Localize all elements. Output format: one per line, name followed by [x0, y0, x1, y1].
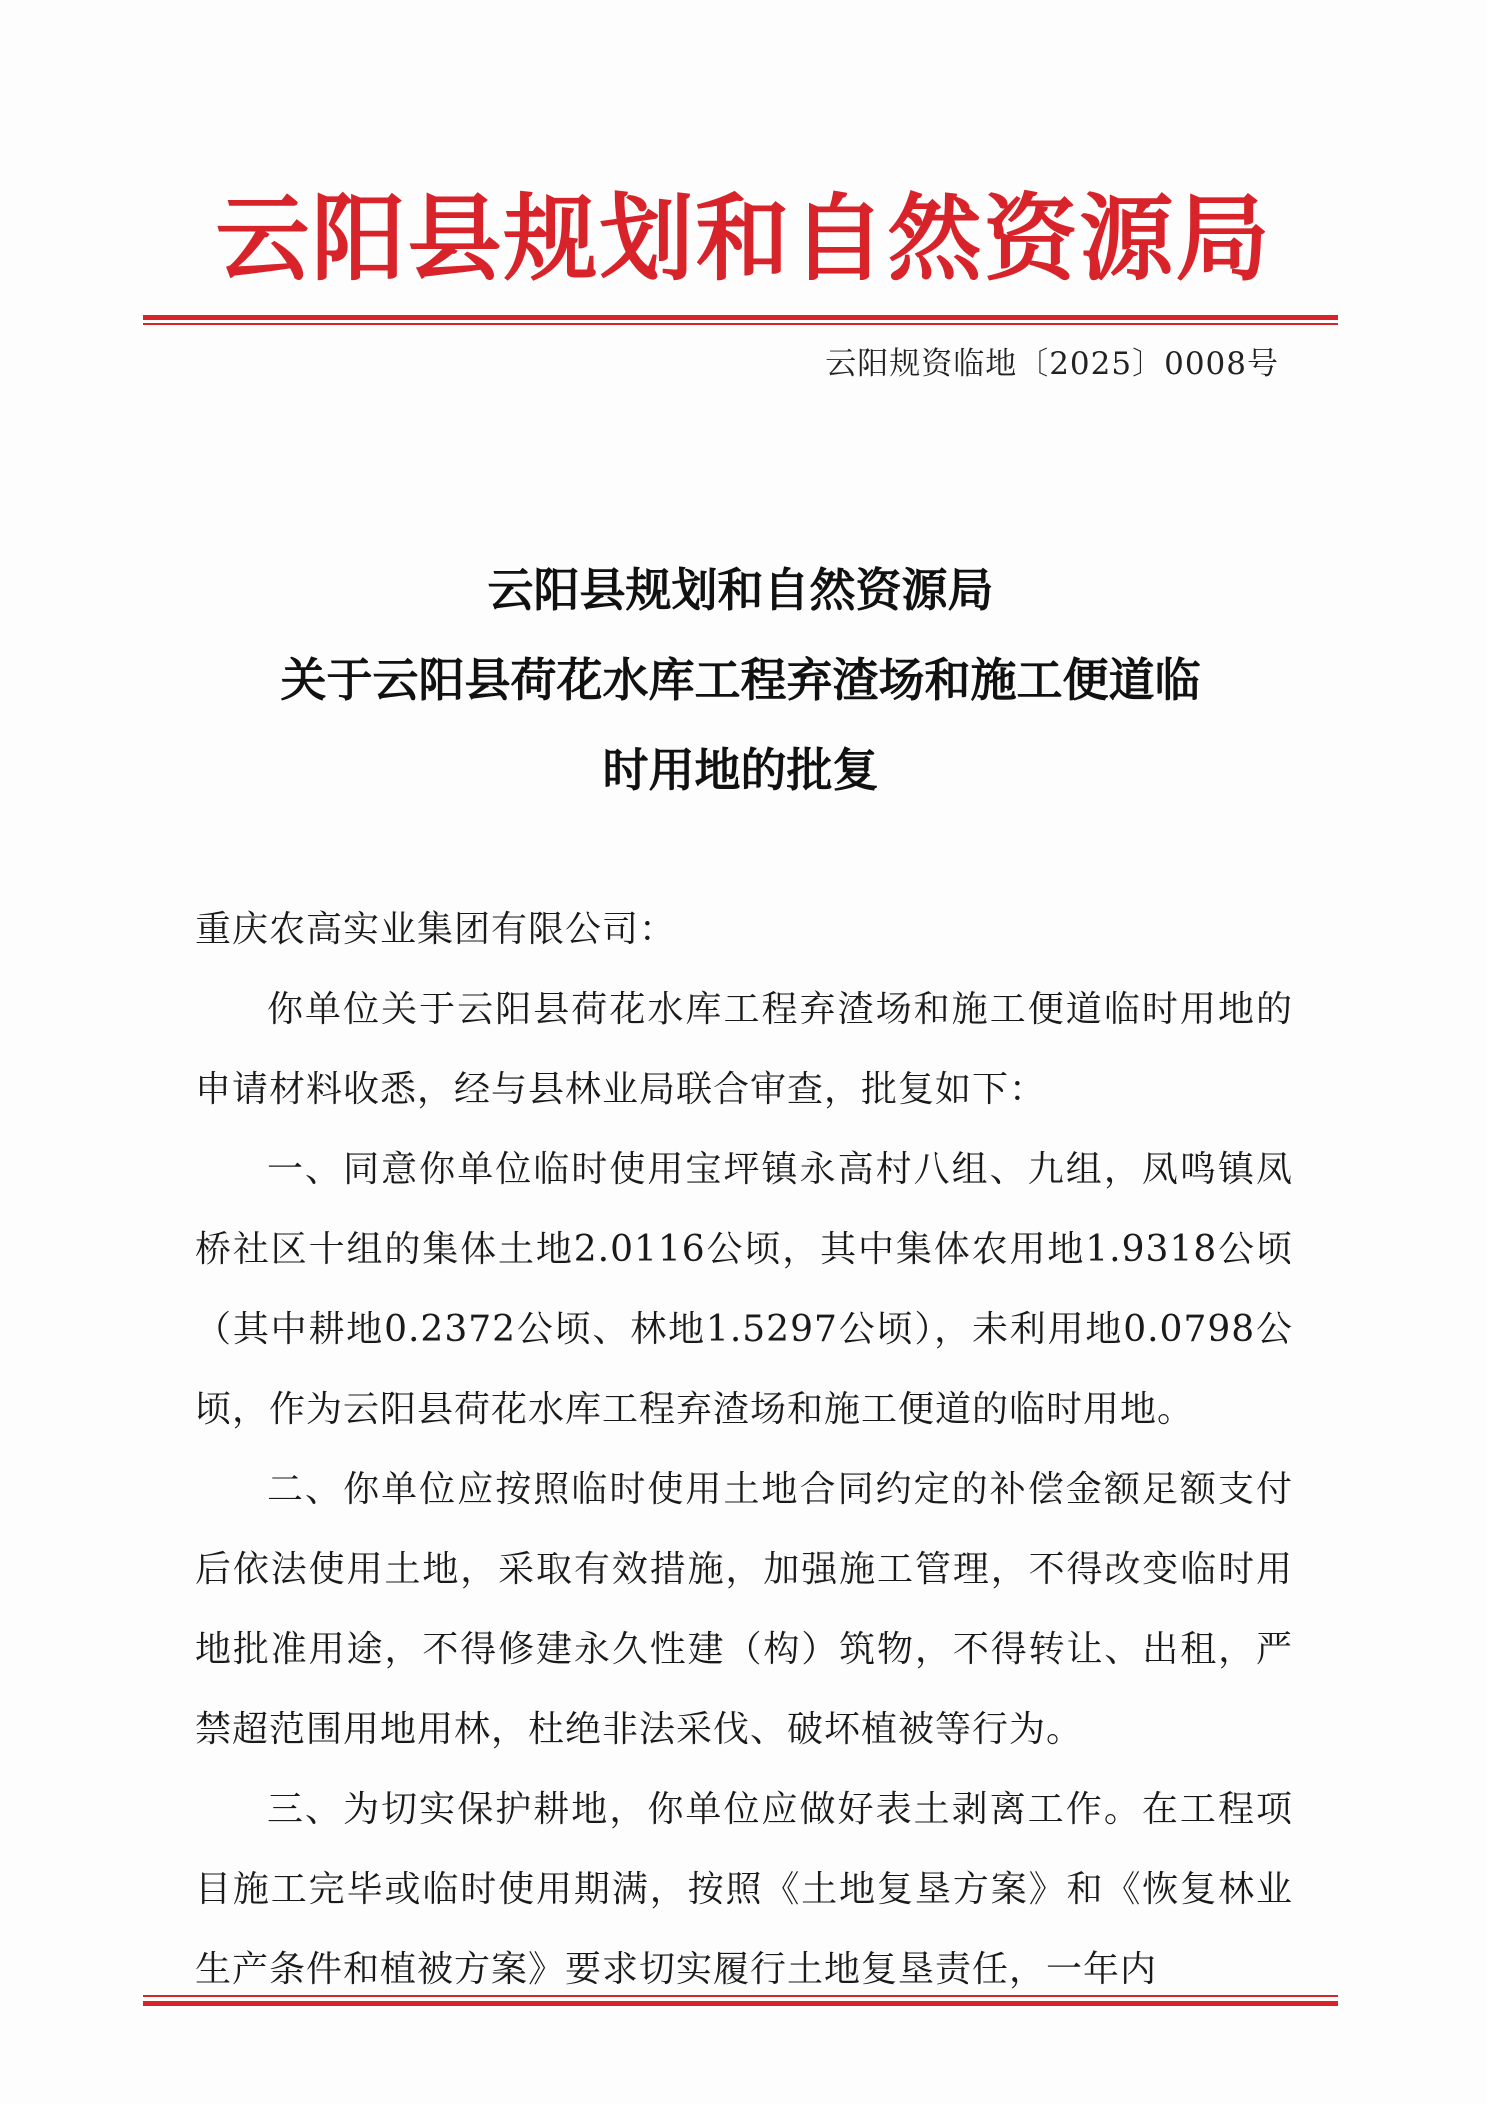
document-number: 云阳规资临地〔2025〕0008号	[825, 346, 1279, 382]
body-paragraph-item-1: 一、同意你单位临时使用宝坪镇永高村八组、九组，凤鸣镇凤桥社区十组的集体土地2.0116公顷，其中集体农用地1.9318公顷（其中耕地0.2372公顷、林地1.5297公顷），未利用地0.0798公顷，作为云阳县荷花水库工程弃渣场和施工便道的临时用地。	[195, 1149, 1293, 1430]
footer-divider-thin	[143, 1995, 1338, 1997]
letterhead-divider-thin	[143, 323, 1338, 325]
letterhead-org-name: 云阳县规划和自然资源局	[215, 184, 1272, 294]
salutation: 重庆农高实业集团有限公司：	[195, 909, 677, 950]
body-paragraph-item-2: 二、你单位应按照临时使用土地合同约定的补偿金额足额支付后依法使用土地，采取有效措施，加强施工管理，不得改变临时用地批准用途，不得修建永久性建（构）筑物，不得转让、出租，严禁超范围用地用林，杜绝非法采伐、破坏植被等行为。	[195, 1469, 1293, 1750]
letterhead-divider-thick	[143, 315, 1338, 320]
document-title-line-3: 时用地的批复	[602, 743, 879, 797]
document-title-line-1: 云阳县规划和自然资源局	[487, 563, 994, 617]
body-paragraph-item-3: 三、为切实保护耕地，你单位应做好表土剥离工作。在工程项目施工完毕或临时使用期满，按照《土地复垦方案》和《恢复林业生产条件和植被方案》要求切实履行土地复垦责任，一年内	[195, 1789, 1293, 1990]
document-body	[195, 890, 1293, 2010]
body-paragraph-intro: 你单位关于云阳县荷花水库工程弃渣场和施工便道临时用地的申请材料收悉，经与县林业局联合审查，批复如下：	[195, 989, 1293, 1110]
footer-divider-thick	[143, 2001, 1338, 2006]
document-title-line-2: 关于云阳县荷花水库工程弃渣场和施工便道临	[280, 653, 1201, 707]
